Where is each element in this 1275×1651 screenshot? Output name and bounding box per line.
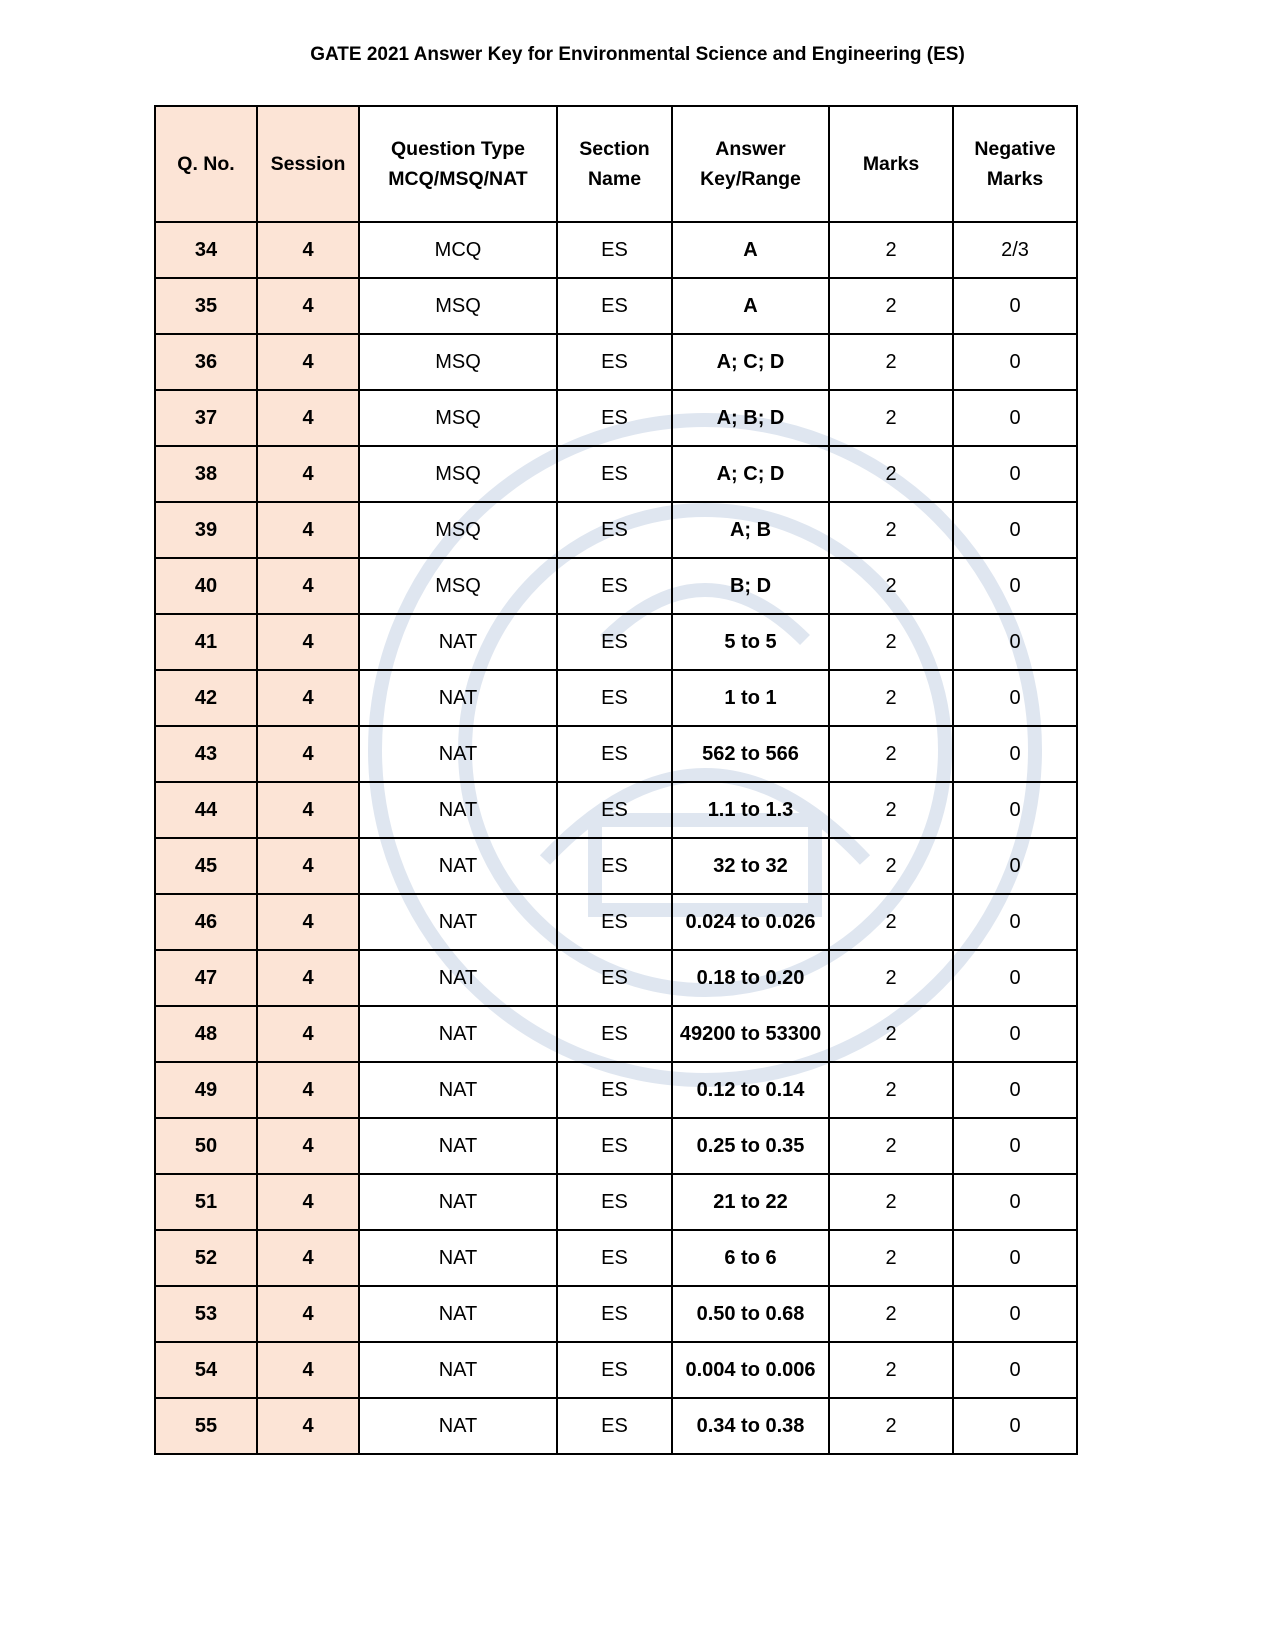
column-header-question-type: Question Type MCQ/MSQ/NAT bbox=[359, 106, 557, 222]
cell-section-name: ES bbox=[557, 1286, 672, 1342]
cell-marks: 2 bbox=[829, 1174, 953, 1230]
cell-negative-marks: 2/3 bbox=[953, 222, 1077, 278]
table-row bbox=[155, 1342, 1077, 1398]
table-row bbox=[155, 446, 1077, 502]
cell-question-type: MSQ bbox=[359, 558, 557, 614]
cell-question-type: NAT bbox=[359, 1230, 557, 1286]
cell-question-type: MSQ bbox=[359, 334, 557, 390]
answer-key-table bbox=[154, 105, 1078, 1455]
cell-answer-key: 1 to 1 bbox=[672, 670, 829, 726]
cell-section-name: ES bbox=[557, 446, 672, 502]
cell-answer-key: 0.12 to 0.14 bbox=[672, 1062, 829, 1118]
cell-question-type: MSQ bbox=[359, 390, 557, 446]
cell-qno: 41 bbox=[155, 614, 257, 670]
column-header-session: Session bbox=[257, 106, 359, 222]
cell-marks: 2 bbox=[829, 670, 953, 726]
cell-answer-key: 49200 to 53300 bbox=[672, 1006, 829, 1062]
cell-question-type: NAT bbox=[359, 838, 557, 894]
cell-question-type: NAT bbox=[359, 1006, 557, 1062]
table-row bbox=[155, 222, 1077, 278]
cell-section-name: ES bbox=[557, 1230, 672, 1286]
cell-section-name: ES bbox=[557, 502, 672, 558]
cell-answer-key: 5 to 5 bbox=[672, 614, 829, 670]
cell-question-type: NAT bbox=[359, 1118, 557, 1174]
table-row bbox=[155, 1006, 1077, 1062]
cell-negative-marks: 0 bbox=[953, 894, 1077, 950]
cell-answer-key: A; B; D bbox=[672, 390, 829, 446]
cell-answer-key: 0.18 to 0.20 bbox=[672, 950, 829, 1006]
cell-negative-marks: 0 bbox=[953, 334, 1077, 390]
cell-session: 4 bbox=[257, 782, 359, 838]
cell-negative-marks: 0 bbox=[953, 1006, 1077, 1062]
cell-answer-key: 32 to 32 bbox=[672, 838, 829, 894]
cell-section-name: ES bbox=[557, 894, 672, 950]
cell-question-type: NAT bbox=[359, 1398, 557, 1454]
cell-negative-marks: 0 bbox=[953, 1286, 1077, 1342]
cell-session: 4 bbox=[257, 558, 359, 614]
cell-answer-key: 0.50 to 0.68 bbox=[672, 1286, 829, 1342]
cell-marks: 2 bbox=[829, 222, 953, 278]
cell-qno: 44 bbox=[155, 782, 257, 838]
table-row bbox=[155, 670, 1077, 726]
cell-session: 4 bbox=[257, 1342, 359, 1398]
cell-negative-marks: 0 bbox=[953, 782, 1077, 838]
cell-negative-marks: 0 bbox=[953, 1342, 1077, 1398]
cell-qno: 48 bbox=[155, 1006, 257, 1062]
cell-negative-marks: 0 bbox=[953, 502, 1077, 558]
cell-question-type: NAT bbox=[359, 670, 557, 726]
cell-session: 4 bbox=[257, 390, 359, 446]
cell-marks: 2 bbox=[829, 558, 953, 614]
cell-session: 4 bbox=[257, 222, 359, 278]
cell-question-type: NAT bbox=[359, 950, 557, 1006]
cell-section-name: ES bbox=[557, 390, 672, 446]
cell-section-name: ES bbox=[557, 222, 672, 278]
cell-marks: 2 bbox=[829, 782, 953, 838]
cell-negative-marks: 0 bbox=[953, 1118, 1077, 1174]
table-row bbox=[155, 502, 1077, 558]
cell-qno: 43 bbox=[155, 726, 257, 782]
cell-qno: 37 bbox=[155, 390, 257, 446]
cell-negative-marks: 0 bbox=[953, 278, 1077, 334]
cell-marks: 2 bbox=[829, 1230, 953, 1286]
cell-negative-marks: 0 bbox=[953, 1174, 1077, 1230]
cell-question-type: NAT bbox=[359, 1286, 557, 1342]
cell-qno: 49 bbox=[155, 1062, 257, 1118]
cell-session: 4 bbox=[257, 1398, 359, 1454]
cell-section-name: ES bbox=[557, 614, 672, 670]
cell-section-name: ES bbox=[557, 558, 672, 614]
cell-answer-key: A bbox=[672, 278, 829, 334]
column-header-section-name: Section Name bbox=[557, 106, 672, 222]
cell-session: 4 bbox=[257, 1174, 359, 1230]
cell-section-name: ES bbox=[557, 950, 672, 1006]
cell-question-type: NAT bbox=[359, 726, 557, 782]
column-header-marks: Marks bbox=[829, 106, 953, 222]
cell-question-type: MSQ bbox=[359, 278, 557, 334]
cell-qno: 52 bbox=[155, 1230, 257, 1286]
cell-session: 4 bbox=[257, 838, 359, 894]
table-row bbox=[155, 1286, 1077, 1342]
cell-section-name: ES bbox=[557, 670, 672, 726]
cell-marks: 2 bbox=[829, 1398, 953, 1454]
cell-session: 4 bbox=[257, 1062, 359, 1118]
cell-session: 4 bbox=[257, 334, 359, 390]
cell-question-type: MCQ bbox=[359, 222, 557, 278]
cell-question-type: MSQ bbox=[359, 502, 557, 558]
cell-negative-marks: 0 bbox=[953, 838, 1077, 894]
table-row bbox=[155, 1118, 1077, 1174]
table-row bbox=[155, 278, 1077, 334]
cell-qno: 34 bbox=[155, 222, 257, 278]
cell-section-name: ES bbox=[557, 838, 672, 894]
cell-answer-key: 562 to 566 bbox=[672, 726, 829, 782]
table-row bbox=[155, 838, 1077, 894]
table-row bbox=[155, 950, 1077, 1006]
column-header-qno: Q. No. bbox=[155, 106, 257, 222]
cell-session: 4 bbox=[257, 950, 359, 1006]
cell-session: 4 bbox=[257, 894, 359, 950]
table-row bbox=[155, 1398, 1077, 1454]
cell-negative-marks: 0 bbox=[953, 446, 1077, 502]
cell-marks: 2 bbox=[829, 1342, 953, 1398]
cell-marks: 2 bbox=[829, 1286, 953, 1342]
cell-marks: 2 bbox=[829, 614, 953, 670]
cell-negative-marks: 0 bbox=[953, 1398, 1077, 1454]
cell-answer-key: B; D bbox=[672, 558, 829, 614]
cell-section-name: ES bbox=[557, 1398, 672, 1454]
cell-session: 4 bbox=[257, 1286, 359, 1342]
cell-marks: 2 bbox=[829, 838, 953, 894]
cell-negative-marks: 0 bbox=[953, 950, 1077, 1006]
cell-session: 4 bbox=[257, 278, 359, 334]
cell-answer-key: 0.25 to 0.35 bbox=[672, 1118, 829, 1174]
page-title: GATE 2021 Answer Key for Environmental Science and Engineering (ES) bbox=[310, 44, 965, 65]
cell-session: 4 bbox=[257, 1118, 359, 1174]
cell-marks: 2 bbox=[829, 278, 953, 334]
table-row bbox=[155, 614, 1077, 670]
table-header-row bbox=[155, 106, 1077, 222]
cell-question-type: NAT bbox=[359, 894, 557, 950]
table-row bbox=[155, 390, 1077, 446]
cell-session: 4 bbox=[257, 446, 359, 502]
cell-qno: 47 bbox=[155, 950, 257, 1006]
cell-negative-marks: 0 bbox=[953, 1230, 1077, 1286]
cell-section-name: ES bbox=[557, 782, 672, 838]
column-header-negative-marks: Negative Marks bbox=[953, 106, 1077, 222]
cell-qno: 46 bbox=[155, 894, 257, 950]
cell-section-name: ES bbox=[557, 1118, 672, 1174]
table-row bbox=[155, 1230, 1077, 1286]
column-header-answer-key: Answer Key/Range bbox=[672, 106, 829, 222]
cell-qno: 51 bbox=[155, 1174, 257, 1230]
cell-question-type: NAT bbox=[359, 1062, 557, 1118]
cell-section-name: ES bbox=[557, 334, 672, 390]
cell-answer-key: 0.004 to 0.006 bbox=[672, 1342, 829, 1398]
cell-answer-key: 21 to 22 bbox=[672, 1174, 829, 1230]
cell-marks: 2 bbox=[829, 1006, 953, 1062]
cell-answer-key: 0.024 to 0.026 bbox=[672, 894, 829, 950]
cell-negative-marks: 0 bbox=[953, 614, 1077, 670]
cell-marks: 2 bbox=[829, 390, 953, 446]
cell-qno: 35 bbox=[155, 278, 257, 334]
table-row bbox=[155, 726, 1077, 782]
cell-qno: 54 bbox=[155, 1342, 257, 1398]
cell-qno: 55 bbox=[155, 1398, 257, 1454]
cell-marks: 2 bbox=[829, 334, 953, 390]
cell-question-type: MSQ bbox=[359, 446, 557, 502]
cell-qno: 50 bbox=[155, 1118, 257, 1174]
table-row bbox=[155, 334, 1077, 390]
cell-answer-key: 6 to 6 bbox=[672, 1230, 829, 1286]
cell-negative-marks: 0 bbox=[953, 558, 1077, 614]
cell-answer-key: A; C; D bbox=[672, 334, 829, 390]
table-row bbox=[155, 558, 1077, 614]
cell-question-type: NAT bbox=[359, 1342, 557, 1398]
table-row bbox=[155, 782, 1077, 838]
cell-question-type: NAT bbox=[359, 782, 557, 838]
cell-qno: 36 bbox=[155, 334, 257, 390]
cell-session: 4 bbox=[257, 1230, 359, 1286]
table-row bbox=[155, 894, 1077, 950]
cell-marks: 2 bbox=[829, 1118, 953, 1174]
cell-qno: 53 bbox=[155, 1286, 257, 1342]
cell-session: 4 bbox=[257, 614, 359, 670]
cell-qno: 40 bbox=[155, 558, 257, 614]
cell-negative-marks: 0 bbox=[953, 670, 1077, 726]
cell-session: 4 bbox=[257, 1006, 359, 1062]
cell-marks: 2 bbox=[829, 446, 953, 502]
cell-negative-marks: 0 bbox=[953, 390, 1077, 446]
cell-marks: 2 bbox=[829, 1062, 953, 1118]
cell-qno: 38 bbox=[155, 446, 257, 502]
cell-session: 4 bbox=[257, 726, 359, 782]
cell-answer-key: A bbox=[672, 222, 829, 278]
cell-answer-key: 1.1 to 1.3 bbox=[672, 782, 829, 838]
cell-qno: 42 bbox=[155, 670, 257, 726]
cell-answer-key: 0.34 to 0.38 bbox=[672, 1398, 829, 1454]
cell-session: 4 bbox=[257, 502, 359, 558]
cell-session: 4 bbox=[257, 670, 359, 726]
cell-marks: 2 bbox=[829, 950, 953, 1006]
cell-qno: 45 bbox=[155, 838, 257, 894]
cell-section-name: ES bbox=[557, 278, 672, 334]
cell-marks: 2 bbox=[829, 726, 953, 782]
table-row bbox=[155, 1062, 1077, 1118]
cell-answer-key: A; C; D bbox=[672, 446, 829, 502]
cell-negative-marks: 0 bbox=[953, 726, 1077, 782]
cell-question-type: NAT bbox=[359, 614, 557, 670]
cell-section-name: ES bbox=[557, 1174, 672, 1230]
cell-marks: 2 bbox=[829, 894, 953, 950]
cell-qno: 39 bbox=[155, 502, 257, 558]
cell-section-name: ES bbox=[557, 726, 672, 782]
cell-section-name: ES bbox=[557, 1342, 672, 1398]
cell-section-name: ES bbox=[557, 1062, 672, 1118]
table-row bbox=[155, 1174, 1077, 1230]
cell-marks: 2 bbox=[829, 502, 953, 558]
cell-section-name: ES bbox=[557, 1006, 672, 1062]
cell-question-type: NAT bbox=[359, 1174, 557, 1230]
cell-answer-key: A; B bbox=[672, 502, 829, 558]
cell-negative-marks: 0 bbox=[953, 1062, 1077, 1118]
